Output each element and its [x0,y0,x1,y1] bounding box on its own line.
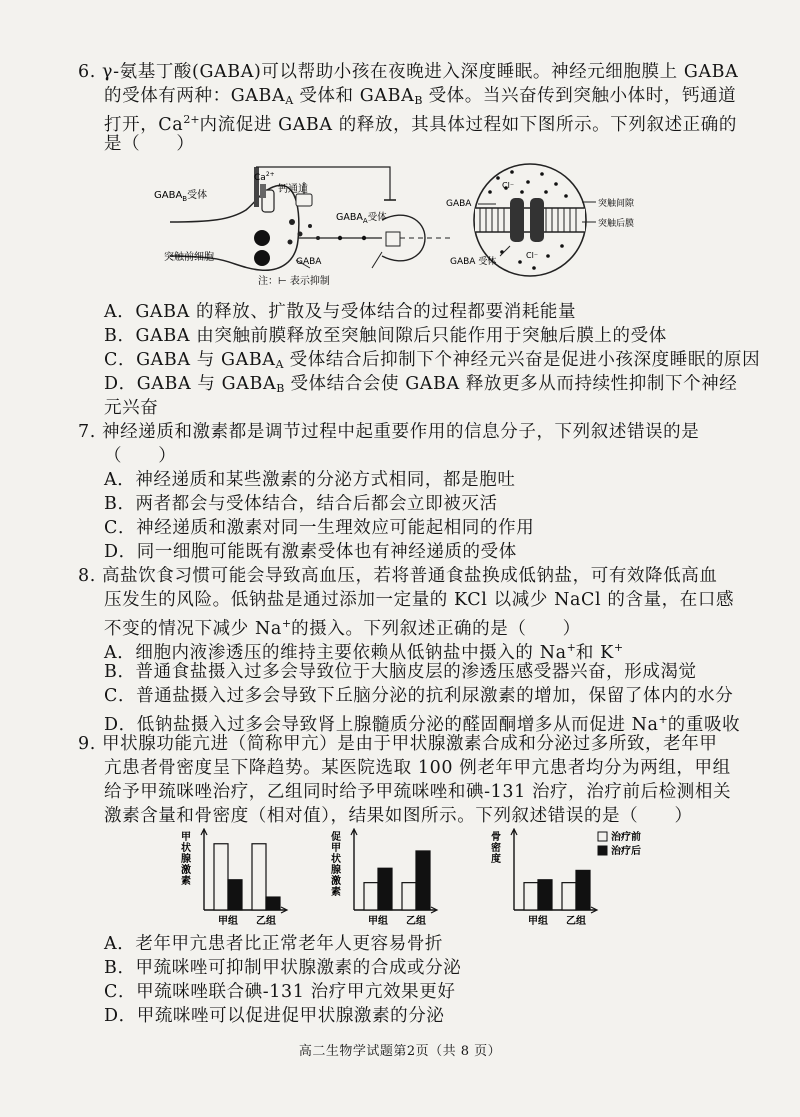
chart-2-ylabel-char: 激 [331,876,341,887]
q9-stem-3: 给予甲巯咪唑治疗，乙组同时给予甲巯咪唑和碘-131 治疗，治疗前后检测相关 [104,782,732,802]
chart-2-category-label: 乙组 [406,916,426,927]
legend-swatch-before [598,832,607,841]
q8-option-c: C．普通盐摄入过多会导致下丘脑分泌的抗利尿激素的增加，保留了体内的水分 [104,686,734,706]
q7-option-b: B．两者都会与受体结合，结合后都会立即被灭活 [104,494,498,514]
chart-1-bar-甲组-治疗前 [214,844,228,910]
label-gaba-right: GABA [446,199,472,209]
q9-stem-2: 亢患者骨密度呈下降趋势。某医院选取 100 例老年甲亢患者均分为两组，甲组 [104,758,731,778]
legend-swatch-after [598,846,607,855]
chart-1-category-label: 乙组 [256,916,276,927]
q7-stem: 7. 神经递质和激素都是调节过程中起重要作用的信息分子，下列叙述错误的是 [78,422,700,442]
chart-2-category-label: 甲组 [368,916,388,927]
q6-line-4: 是（ ） [104,134,195,154]
chart-3-bar-乙组-治疗前 [562,883,576,910]
legend-label-after: 治疗后 [611,846,641,857]
q6-line-2: 的受体有两种：$GABA_A$ 受体和 $GABA_B$ 受体。当兴奋传到突触小体时，钙通道 [104,86,737,107]
label-gaba-receptor: GABA 受体 [450,257,497,267]
chart-1-bar-甲组-治疗后 [228,880,242,910]
thyroid-bar-charts [180,828,660,938]
q8-option-a: A．细胞内液渗透压的维持主要依赖从低钠盐中摄入的 Na+和 K+ [104,641,624,663]
chart-3-category-label: 乙组 [566,916,586,927]
chart-2-ylabel-char: 状 [331,854,341,865]
chart-3-ylabel-char: 骨 [491,832,501,843]
chart-1-category-label: 甲组 [218,916,238,927]
label-gabab-receptor: $GABA_B$受体 [154,190,208,203]
gaba-synapse-diagram [150,160,650,295]
chart-1-ylabel-char: 状 [181,843,191,854]
label-gabaa-receptor: $GABA_A$受体 [336,212,387,225]
chart-1-ylabel-char: 激 [181,865,191,876]
label-gaba-left: GABA [296,257,322,267]
chart-2-bar-乙组-治疗前 [402,883,416,910]
label-synaptic-cleft: 突触间隙 [598,199,635,209]
chart-3-ylabel-char: 密 [491,843,501,854]
chart-1-ylabel-char: 腺 [181,854,191,865]
q6-option-c: C．GABA 与 $GABA_A$ 受体结合后抑制下个神经元兴奋是促进小孩深度睡眠的原因 [104,350,761,371]
chart-1-ylabel-char: 甲 [181,832,191,843]
label-cl-bottom: Cl⁻ [526,251,539,260]
chart-3-bar-甲组-治疗前 [524,883,538,910]
chart-3-category-label: 甲组 [528,916,548,927]
label-ca: $Ca^{2+}$ [254,171,275,183]
q9-option-c: C．甲巯咪唑联合碘-131 治疗甲亢效果更好 [104,982,456,1002]
chart-2-ylabel-char: 素 [331,887,341,898]
chart-3-bar-甲组-治疗后 [538,880,552,910]
chart-1-bar-乙组-治疗后 [266,897,280,910]
chart-2-ylabel-char: 腺 [331,865,341,876]
label-cl-top: Cl⁻ [502,181,515,190]
q8-option-b: B．普通食盐摄入过多会导致位于大脑皮层的渗透压感受器兴奋，形成渴觉 [104,662,697,682]
q6-line-1: 6. γ-氨基丁酸(GABA)可以帮助小孩在夜晚进入深度睡眠。神经元细胞膜上 GABA [78,62,739,82]
chart-2-bar-甲组-治疗后 [378,868,392,910]
chart-1-ylabel-char: 素 [181,876,191,887]
label-calcium-channel: 钙通道 [278,184,308,195]
q7-option-d: D．同一细胞可能既有激素受体也有神经递质的受体 [104,542,517,562]
legend-label-before: 治疗前 [611,832,641,843]
q9-option-a: A．老年甲亢患者比正常老年人更容易骨折 [104,934,444,954]
chart-3-ylabel-char: 度 [491,854,501,865]
q9-stem-4: 激素含量和骨密度（相对值），结果如图所示。下列叙述错误的是（ ） [104,806,693,826]
q7-option-a: A．神经递质和某些激素的分泌方式相同，都是胞吐 [104,470,516,490]
label-postsynaptic-membrane: 突触后膜 [598,219,635,229]
chart-2-bar-甲组-治疗前 [364,883,378,910]
q8-option-d: D．低钠盐摄入过多会导致肾上腺髓质分泌的醛固酮增多从而促进 Na+的重吸收 [104,713,741,735]
label-note-inhibition: 注：⊢ 表示抑制 [258,276,330,287]
q8-stem-2: 压发生的风险。低钠盐是通过添加一定量的 KCl 以减少 NaCl 的含量，在口感 [104,590,735,610]
q9-option-d: D．甲巯咪唑可以促进促甲状腺激素的分泌 [104,1006,445,1026]
q6-option-a: A．GABA 的释放、扩散及与受体结合的过程都要消耗能量 [104,302,577,322]
page-footer: 高二生物学试题第2页（共 8 页） [298,1044,502,1059]
chart-1-bar-乙组-治疗前 [252,844,266,910]
label-presynaptic-cell: 突触前细胞 [164,252,214,263]
q7-blank: （ ） [104,446,177,466]
q6-option-d-line2: 元兴奋 [104,398,159,418]
q6-line-3: 打开，$Ca^{2+}$内流促进 GABA 的释放，其具体过程如下图所示。下列叙述正确的 [104,113,737,135]
q6-option-d: D．GABA 与 $GABA_B$ 受体结合会使 GABA 释放更多从而持续性抑制下个神经 [104,374,738,395]
q6-option-b: B．GABA 由突触前膜释放至突触间隙后只能作用于突触后膜上的受体 [104,326,667,346]
q9-option-b: B．甲巯咪唑可抑制甲状腺激素的合成或分泌 [104,958,462,978]
q7-option-c: C．神经递质和激素对同一生理效应可能起相同的作用 [104,518,535,538]
q8-stem-1: 8. 高盐饮食习惯可能会导致高血压，若将普通食盐换成低钠盐，可有效降低高血 [78,566,718,586]
chart-3-bar-乙组-治疗后 [576,870,590,910]
chart-2-ylabel-char: 促 [331,832,341,843]
chart-2-ylabel-char: 甲 [331,843,341,854]
chart-2-bar-乙组-治疗后 [416,851,430,910]
q8-stem-3: 不变的情况下减少 Na+的摄入。下列叙述正确的是（ ） [104,617,581,639]
q9-stem-1: 9. 甲状腺功能亢进（简称甲亢）是由于甲状腺激素合成和分泌过多所致，老年甲 [78,734,718,754]
